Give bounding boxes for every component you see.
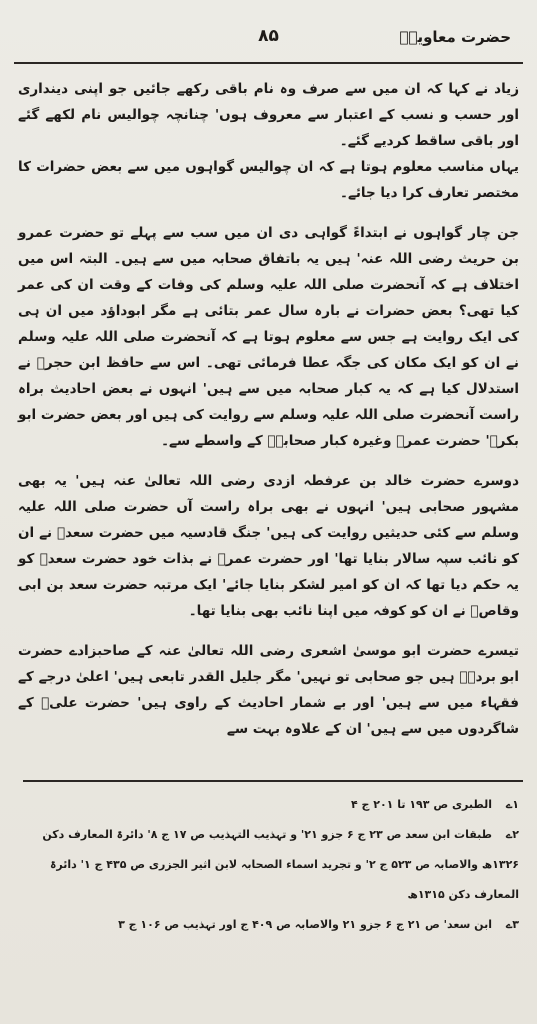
footnote-number: ۳ے [505, 918, 519, 931]
footnote-text: طبقات ابن سعد ص ۲۳ ج ۶ جزو ۲۱' و تہذیب التہذیب ص ۱۷ ج ۸' دائرۃ المعارف دکن ۱۳۲۶ھ والاصابہ ص ۵۲۳ ج ۲' و تجرید اسماء الصحابہ لابن اثیر الجزری ص ۴۳۵ ج ۱' دائرۃ المعارف دکن ۱۳۱۵ھ [42, 828, 519, 901]
footnote-item [18, 910, 519, 940]
paragraph: تیسرے حضرت ابو موسیٰ اشعری رضی اللہ تعالیٰ عنہ کے صاحبزادے حضرت ابو بردہؒ ہیں جو صحابی تو نہیں' مگر جلیل القدر تابعی ہیں' اعلیٰ درجے کے فقہاء میں سے ہیں' اور بے شمار احادیث کے راوی ہیں' حضرت علیؓ کے شاگردوں میں سے ہیں' ان کے علاوہ بہت سے [18, 643, 519, 737]
footnote-divider [23, 780, 523, 782]
paragraph: دوسرے حضرت خالد بن عرفطہ ازدی رضی اللہ تعالیٰ عنہ ہیں' یہ بھی مشہور صحابی ہیں' انہوں نے بھی براہ راست آں حضرت صلی اللہ علیہ وسلم سے کئی حدیثیں روایت کی ہیں' جنگ قادسیہ میں حضرت سعدؓ نے ان کو نائب سپہ سالار بنایا تھا' اور حضرت عمرؓ نے بذات خود حضرت سعدؓ کو یہ حکم دیا تھا کہ ان کو امیر لشکر بنایا جائے' ایک مرتبہ حضرت سعد بن ابی وقاصؓ نے ان کو کوفہ میں اپنا نائب بھی بنایا تھا۔ [18, 473, 519, 619]
paragraph: یہاں مناسب معلوم ہوتا ہے کہ ان چوالیس گواہوں میں سے بعض حضرات کا مختصر تعارف کرا دیا جائے۔ [18, 159, 519, 201]
footnote-number: ۲ے [505, 828, 519, 841]
header-divider [14, 62, 523, 64]
footnote-text: الطبری ص ۱۹۳ تا ۲۰۱ ج ۴ [350, 798, 492, 811]
footnote-item [18, 820, 519, 910]
paragraph: زیاد نے کہا کہ ان میں سے صرف وہ نام باقی رکھے جائیں جو اپنی دینداری اور حسب و نسب کے اعتبار سے معروف ہوں' چنانچہ چوالیس نام لکھے گئے اور باقی ساقط کردیے گئے۔ [18, 81, 519, 149]
footnote-item [18, 790, 519, 820]
footnote-text: ابن سعد' ص ۲۱ ج ۶ جزو ۲۱ والاصابہ ص ۴۰۹ ج اور تہذیب ص ۱۰۶ ج ۳ [118, 918, 492, 931]
paragraph: جن چار گواہوں نے ابتداءً گواہی دی ان میں سب سے پہلے تو حضرت عمرو بن حریث رضی اللہ عنہ' ہیں یہ باتفاق صحابہ میں سے ہیں۔ البتہ اس میں اختلاف ہے کہ آنحضرت صلی اللہ علیہ وسلم کی وفات کے وقت ان کی عمر کیا تھی؟ بعض حضرات نے بارہ سال عمر بتائی ہے مگر ابوداؤد میں ان ہی کی ایک روایت ہے جس سے معلوم ہوتا ہے کہ آنحضرت صلی اللہ علیہ وسلم نے ان کو ایک مکان کی جگہ عطا فرمائی تھی۔ اس سے حافظ ابن حجرؒ نے استدلال کیا ہے کہ یہ کبار صحابہ میں سے ہیں' انہوں نے بعض احادیث براہ راست آنحضرت صلی اللہ علیہ وسلم سے روایت کی ہیں اور بعض حضرت ابو بکرؓ' حضرت عمرؓ وغیرہ کبار صحابہؓ کے واسطے سے۔ [18, 225, 519, 449]
page-header [20, 22, 517, 62]
footnotes [18, 790, 519, 940]
main-text [18, 76, 519, 742]
page-number: ۸۵ [258, 26, 279, 46]
running-title: حضرت معاویہؓ [399, 28, 511, 46]
footnote-number: ۱ے [505, 798, 519, 811]
